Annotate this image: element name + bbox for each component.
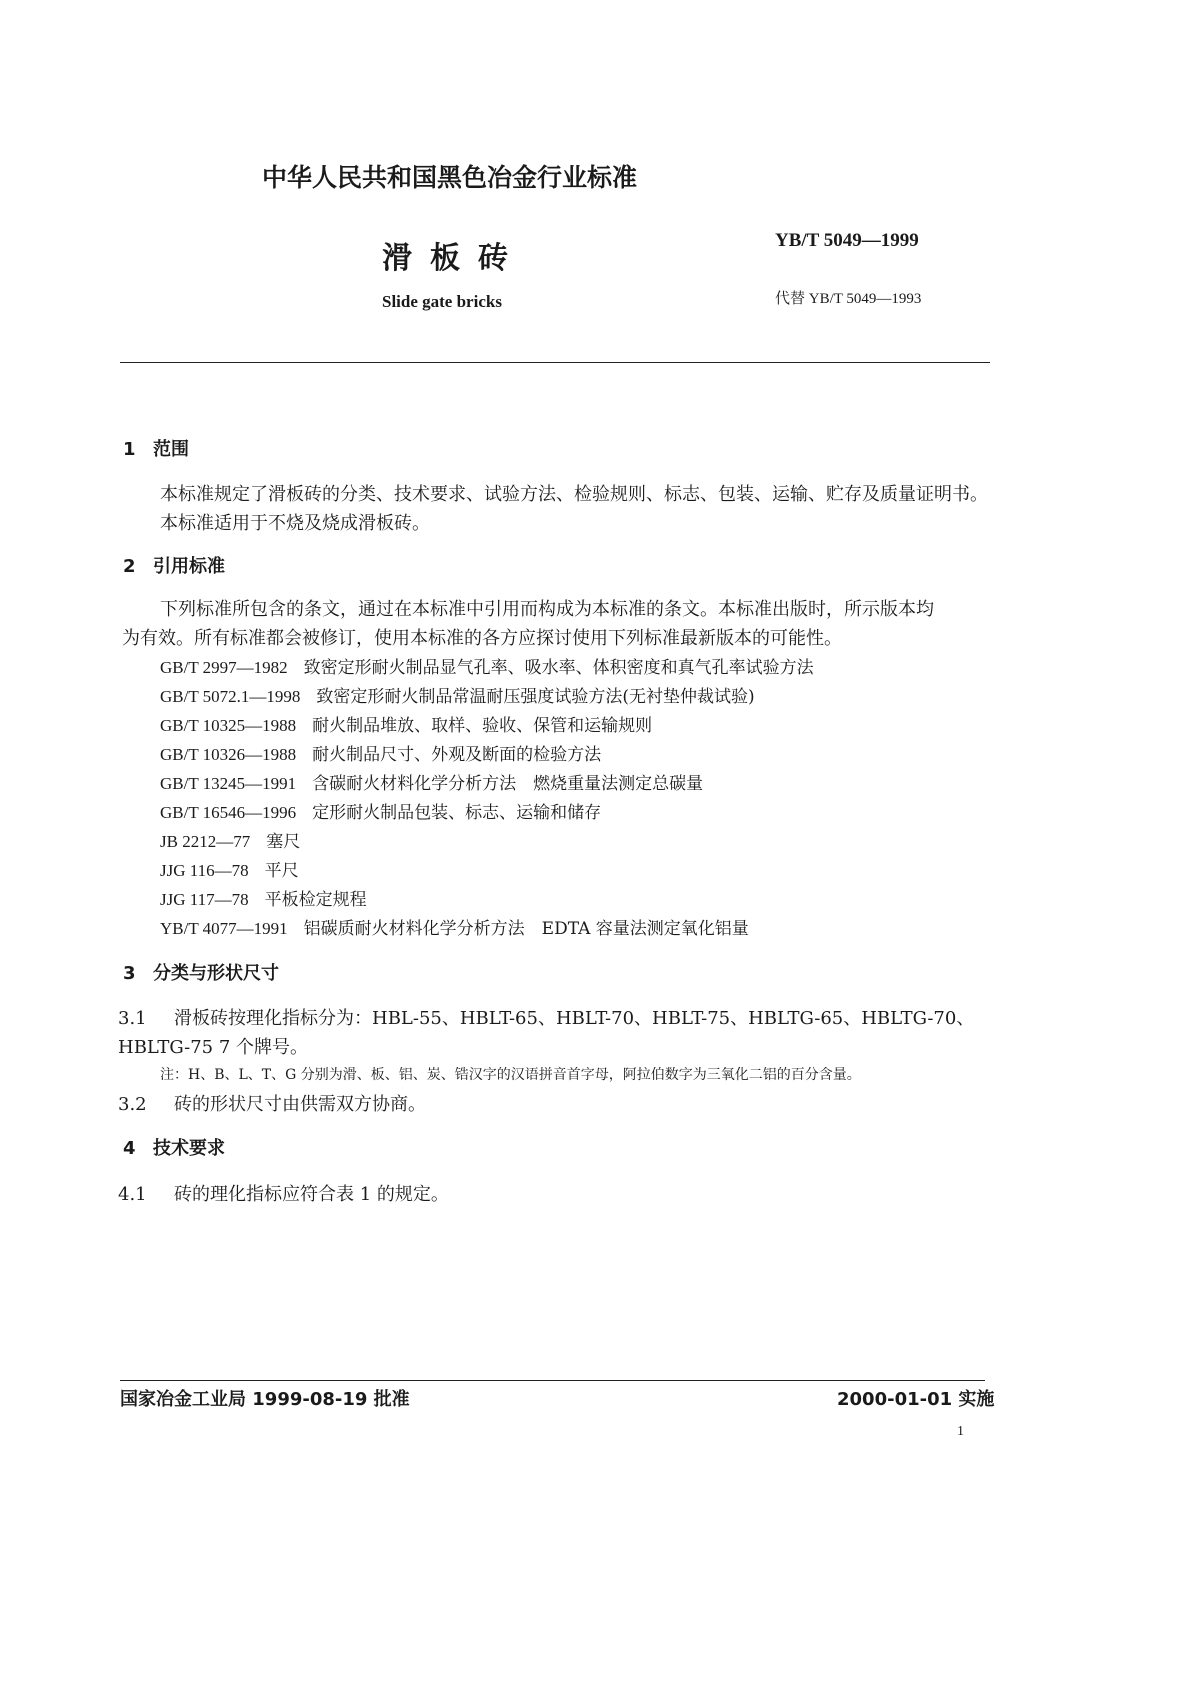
reference-item — [160, 653, 814, 678]
section-1-heading — [123, 435, 189, 461]
section-number: 4 — [123, 1138, 136, 1159]
reference-item — [160, 682, 755, 707]
reference-title: 含碳耐火材料化学分析方法 燃烧重量法测定总碳量 — [312, 774, 704, 794]
paragraph: 下列标准所包含的条文，通过在本标准中引用而构成为本标准的条文。本标准出版时，所示版本均 — [160, 599, 934, 620]
section-title: 引用标准 — [153, 556, 225, 577]
note: 注：H、B、L、T、G 分别为滑、板、铝、炭、锆汉字的汉语拼音首字母，阿拉伯数字为三氧化二铝的百分含量。 — [160, 1067, 861, 1083]
issuer-title: 中华人民共和国黑色冶金行业标准 — [262, 163, 638, 192]
reference-title: 塞尺 — [266, 832, 301, 852]
reference-item — [160, 885, 367, 910]
reference-item — [160, 914, 749, 939]
standard-number: YB/T 5049—1999 — [775, 230, 919, 251]
reference-code: GB/T 16546—1996 — [160, 803, 297, 822]
reference-code: YB/T 4077—1991 — [160, 919, 288, 938]
document-title-en: Slide gate bricks — [382, 292, 502, 311]
reference-title: 平板检定规程 — [264, 890, 367, 910]
reference-code: JB 2212—77 — [160, 832, 251, 851]
approval-date: 国家冶金工业局 1999-08-19 批准 — [120, 1389, 410, 1410]
reference-item — [160, 711, 652, 736]
reference-title: 平尺 — [264, 861, 299, 881]
reference-title: 铝碳质耐火材料化学分析方法 EDTA 容量法测定氧化铝量 — [303, 919, 749, 939]
reference-code: GB/T 10325—1988 — [160, 716, 297, 735]
clause-text-continued: HBLTG-75 7 个牌号。 — [118, 1037, 309, 1058]
reference-item — [160, 827, 300, 852]
reference-title: 致密定形耐火制品常温耐压强度试验方法(无衬垫仲裁试验) — [316, 687, 755, 707]
reference-code: GB/T 2997—1982 — [160, 658, 288, 677]
clause-3-1 — [118, 1004, 974, 1030]
section-4-heading — [123, 1134, 225, 1160]
paragraph: 本标准规定了滑板砖的分类、技术要求、试验方法、检验规则、标志、包装、运输、贮存及质量证明书。 — [160, 484, 988, 505]
clause-number: 3.2 — [118, 1094, 147, 1115]
paragraph: 为有效。所有标准都会被修订，使用本标准的各方应探讨使用下列标准最新版本的可能性。 — [122, 628, 842, 649]
replaces-standard: 代替 YB/T 5049—1993 — [775, 291, 922, 307]
section-title: 技术要求 — [153, 1138, 225, 1159]
reference-code: GB/T 13245—1991 — [160, 774, 297, 793]
reference-title: 致密定形耐火制品显气孔率、吸水率、体积密度和真气孔率试验方法 — [303, 658, 814, 678]
clause-text: 滑板砖按理化指标分为：HBL-55、HBLT-65、HBLT-70、HBLT-75、HBLTG-65、HBLTG-70、 — [174, 1008, 975, 1029]
clause-text: 砖的理化指标应符合表 1 的规定。 — [174, 1184, 449, 1205]
header-divider — [120, 362, 990, 363]
section-3-heading — [123, 959, 279, 985]
document-title-cn: 滑板砖 — [382, 241, 526, 276]
effective-date: 2000-01-01 实施 — [837, 1389, 995, 1410]
reference-title: 耐火制品堆放、取样、验收、保管和运输规则 — [312, 716, 653, 736]
reference-title: 耐火制品尺寸、外观及断面的检验方法 — [312, 745, 602, 765]
reference-code: GB/T 5072.1—1998 — [160, 687, 301, 706]
reference-code: GB/T 10326—1988 — [160, 745, 297, 764]
section-number: 3 — [123, 963, 136, 984]
clause-text: 砖的形状尺寸由供需双方协商。 — [174, 1094, 426, 1115]
page-number: 1 — [957, 1424, 964, 1439]
clause-number: 3.1 — [118, 1008, 147, 1029]
section-number: 1 — [123, 439, 136, 460]
section-title: 分类与形状尺寸 — [153, 963, 279, 984]
reference-item — [160, 856, 299, 881]
section-2-heading — [123, 552, 225, 578]
reference-item — [160, 798, 601, 823]
clause-3-2 — [118, 1090, 426, 1116]
section-title: 范围 — [153, 439, 189, 460]
footer-divider — [120, 1380, 985, 1381]
reference-title: 定形耐火制品包装、标志、运输和储存 — [312, 803, 602, 823]
paragraph: 本标准适用于不烧及烧成滑板砖。 — [160, 513, 430, 534]
clause-4-1 — [118, 1180, 449, 1206]
reference-code: JJG 117—78 — [160, 890, 249, 909]
reference-item — [160, 740, 601, 765]
reference-code: JJG 116—78 — [160, 861, 249, 880]
clause-number: 4.1 — [118, 1184, 147, 1205]
section-number: 2 — [123, 556, 136, 577]
reference-item — [160, 769, 703, 794]
